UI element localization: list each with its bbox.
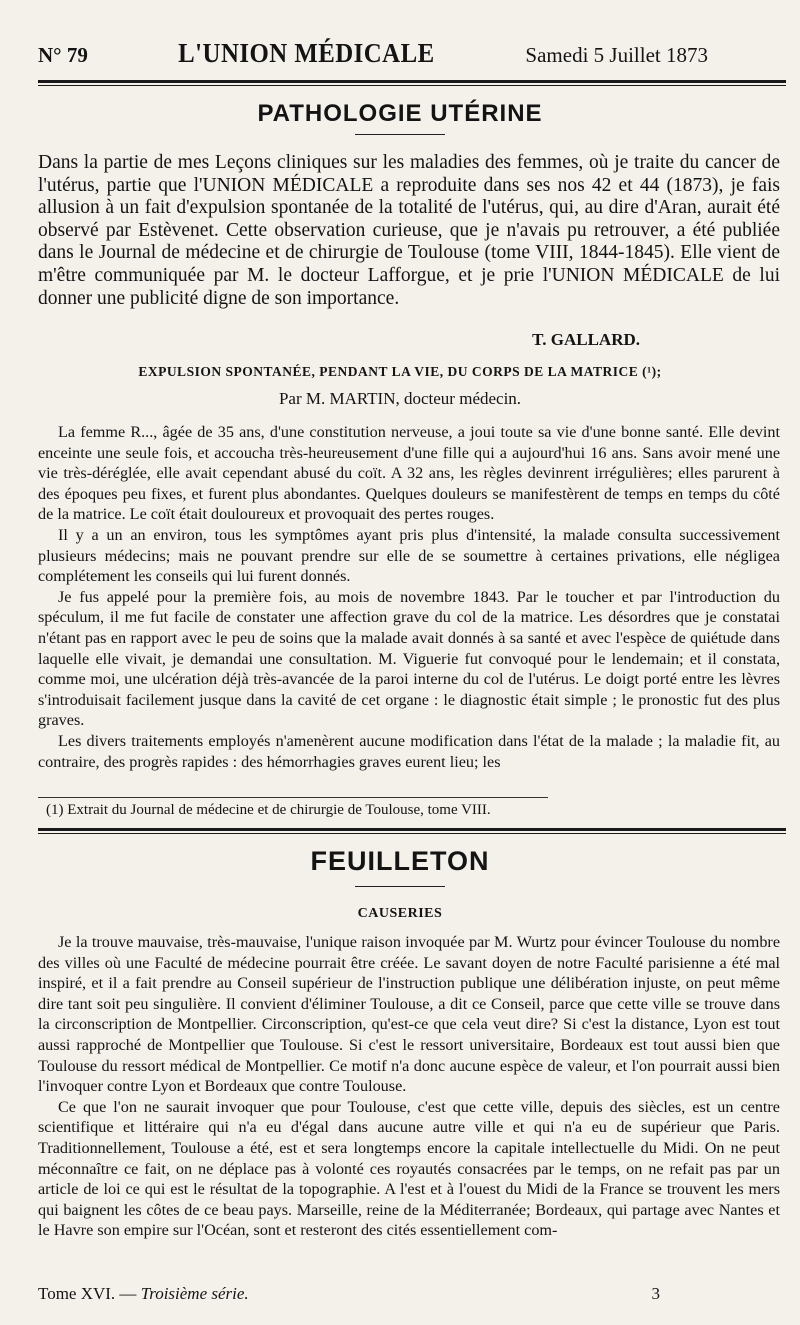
footer-series: Troisième série.: [140, 1284, 249, 1303]
footnote-rule: [38, 797, 548, 798]
article-paragraph: Je fus appelé pour la première fois, au mois de novembre 1843. Par le toucher et par l'introduction du spéculum, il me fut facile de constater une affection grave du col de la matrice. Les désordres que je constatai n'étant pas en rapport avec le peu de soins que la malade avait donnés à sa santé et avec l'espèce de quiétude dans laquelle elle vivait, je demandai une consultation. M. Viguerie fut convoqué pour le lendemain; et il constata, comme moi, une ulcération déjà très-avancée de la paroi interne du col de l'utérus. Le doigt porté entre les lèvres s'introduisait facilement jusque dans la cavité de cet organe : le diagnostic était simple ; le pronostic fut des plus graves.: [38, 587, 780, 730]
intro-text: Dans la partie de mes Leçons cliniques sur les maladies des femmes, où je traite du cancer de l'utérus, partie que l'UNION MÉDICALE a reproduite dans ses nos 42 et 44 (1873), je fais allusion à un fait d'expulsion spontanée de la totalité de l'utérus, qui, au dire d'Aran, aurait été observé par Estèvenet. Cette observation curieuse, que je n'avais pu retrouver, a été publiée dans le Journal de médecine et de chirurgie de Toulouse (tome VIII, 1844-1845). Elle vient de m'être communiquée par M. le docteur Lafforgue, et je prie l'UNION MÉDICALE de lui donner une publicité digne de son importance.: [38, 152, 780, 309]
article-paragraph: Il y a un an environ, tous les symptômes ayant pris plus d'intensité, la malade consulta successivement plusieurs médecins; mais ne pouvant prendre sur elle de se soumettre à certaines privations, elle négligea complétement les conseils qui lui furent donnés.: [38, 525, 780, 586]
article-body: [38, 422, 780, 772]
footer-volume: [38, 1284, 249, 1304]
title-divider: [355, 134, 445, 135]
page-number: 3: [651, 1284, 660, 1303]
article-byline: Par M. MARTIN, docteur médecin.: [278, 389, 522, 408]
article-subhead: EXPULSION SPONTANÉE, PENDANT LA VIE, DU CORPS DE LA MATRICE (¹);: [138, 364, 662, 379]
article-paragraph: Les divers traitements employés n'amenèrent aucune modification dans l'état de la malade ; la maladie fit, au contraire, des progrès rapides : des hémorrhagies graves eurent lieu; les: [38, 731, 780, 771]
page-footer: [38, 1284, 660, 1304]
page-header: [38, 38, 708, 69]
footer-tome: Tome XVI. —: [38, 1284, 137, 1303]
feuilleton-paragraph: Je la trouve mauvaise, très-mauvaise, l'unique raison invoquée par M. Wurtz pour évincer Toulouse du nombre des villes où une Faculté de médecine pourrait être créée. Le savant doyen de notre Faculté parisienne a été mal inspiré, et il a fait prendre au Conseil supérieur de l'instruction publique une délibération injuste, on peut même dire tant soit peu singulière. Il convient d'éliminer Toulouse, a dit ce Conseil, parce que cette ville se trouve dans la circonscription de Montpellier. Circonscription, qu'est-ce que cela veut dire? Si c'est la distance, Lyon est tout aussi rapproché de Montpellier que Toulouse. Si c'est le ressort universitaire, Bordeaux est tout aussi bien que Toulouse du ressort médical de Montpellier. Ce motif n'a donc aucune espèce de valeur, et l'on pourrait aussi bien l'invoquer contre Lyon et Bordeaux que contre Toulouse.: [38, 933, 780, 1096]
section-title-pathologie: PATHOLOGIE UTÉRINE: [257, 100, 543, 127]
feuilleton-divider: [355, 886, 445, 887]
issue-number: N° 79: [38, 43, 88, 67]
header-rule: [38, 80, 786, 83]
footnote: (1) Extrait du Journal de médecine et de chirurgie de Toulouse, tome VIII.: [46, 802, 491, 818]
section-title-feuilleton: FEUILLETON: [310, 846, 490, 876]
article-paragraph: La femme R..., âgée de 35 ans, d'une constitution nerveuse, a joui toute sa vie d'une bonne santé. Elle devint enceinte une seule fois, et accoucha très-heureusement d'une fille qui a aujourd'hui 16 ans. Sans avoir mené une vie très-déréglée, elle avait cependant abusé du coït. A 32 ans, les règles devinrent irrégulières; elles parurent à des époques peu fixes, et furent plus abondantes. Quelques douleurs se manifestèrent de temps en temps du côté de la matrice. Le coït était douloureux et provoquait des pertes rouges.: [38, 423, 780, 524]
causeries-heading: CAUSERIES: [357, 906, 443, 921]
intro-paragraph: [38, 152, 780, 310]
issue-date: Samedi 5 Juillet 1873: [525, 43, 708, 67]
feuilleton-rule: [38, 828, 786, 831]
feuilleton-body: [38, 932, 780, 1241]
journal-title: L'UNION MÉDICALE: [178, 38, 435, 68]
feuilleton-paragraph: Ce que l'on ne saurait invoquer que pour Toulouse, c'est que cette ville, depuis des siècles, est un centre scientifique et littéraire qui n'a eu d'égal dans aucune autre ville et qui n'a eu de supérieur que Paris. Traditionnellement, Toulouse a été, est et sera longtemps encore la capitale intellectuelle du Midi. On ne peut méconnaître ce fait, on ne déplace pas à volonté ces royautés consacrées par le temps, on ne refait pas par un article de loi ce qui est le résultat de la topographie. A l'est et à l'ouest du Midi de la France se trouvent les mers qui baignent les côtes de ce beau pays. Marseille, reine de la Méditerranée; Bordeaux, qui partage avec Nantes et le Havre son empire sur l'Océan, sont et resteront des cités essentiellement com-: [38, 1097, 780, 1240]
author-signature: T. GALLARD.: [532, 330, 640, 349]
